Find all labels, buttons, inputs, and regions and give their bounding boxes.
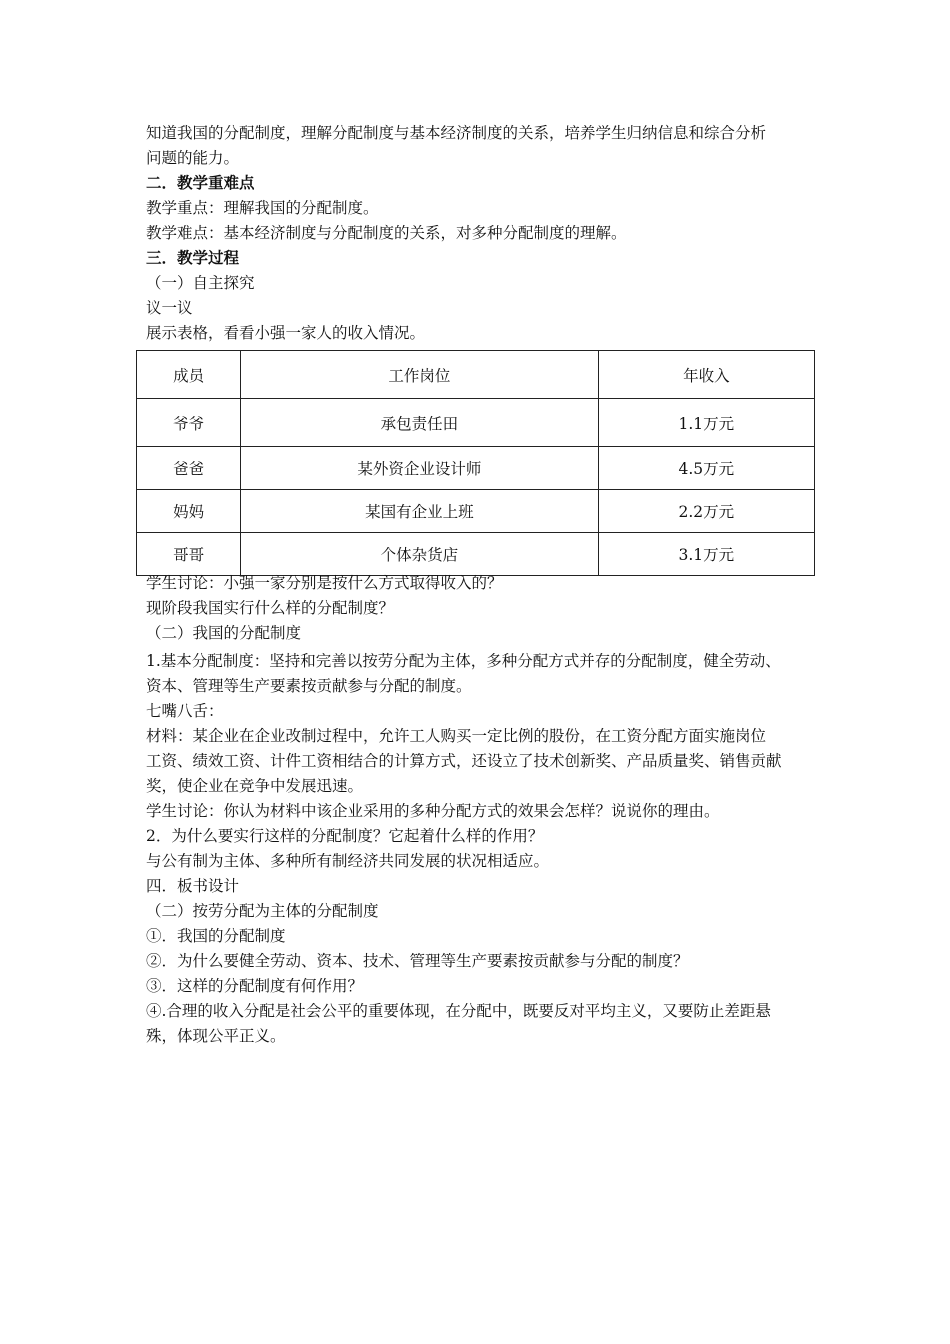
- basic-system-line-1: 1.基本分配制度：坚持和完善以按劳分配为主体，多种分配方式并存的分配制度，健全劳动、: [146, 652, 781, 670]
- table-row: [137, 533, 815, 576]
- talk-label: 七嘴八舌：: [146, 702, 224, 720]
- job-cell: 某国有企业上班: [241, 490, 599, 533]
- job-cell: 某外资企业设计师: [241, 447, 599, 490]
- table-row: [137, 490, 815, 533]
- material-line-1: 材料：某企业在企业改制过程中，允许工人购买一定比例的股份，在工资分配方面实施岗位: [146, 727, 767, 745]
- section-heading-process: 三．教学过程: [146, 249, 240, 267]
- member-cell: 爷爷: [137, 399, 241, 447]
- income-cell: 3.1万元: [598, 533, 814, 576]
- job-cell: 个体杂货店: [241, 533, 599, 576]
- discuss-label: 议一议: [146, 299, 193, 317]
- objective-line-2: 问题的能力。: [146, 149, 240, 167]
- board-item-2: ②．为什么要健全劳动、资本、技术、管理等生产要素按贡献参与分配的制度？: [146, 952, 689, 970]
- board-item-1: ①．我国的分配制度: [146, 927, 286, 945]
- difficult-point-text: 教学难点：基本经济制度与分配制度的关系，对多种分配制度的理解。: [146, 224, 627, 242]
- table-header-row: [137, 351, 815, 399]
- objective-line-1: 知道我国的分配制度，理解分配制度与基本经济制度的关系，培养学生归纳信息和综合分析: [146, 124, 767, 142]
- income-table: [136, 350, 815, 576]
- member-cell: 妈妈: [137, 490, 241, 533]
- key-point-text: 教学重点：理解我国的分配制度。: [146, 199, 379, 217]
- income-cell: 1.1万元: [598, 399, 814, 447]
- discussion-question-1: 学生讨论：小强一家分别是按什么方式取得收入的？: [146, 574, 503, 592]
- section-heading-key-points: 二．教学重难点: [146, 174, 255, 192]
- discussion-question-2: 现阶段我国实行什么样的分配制度？: [146, 599, 395, 617]
- table-intro: 展示表格，看看小强一家人的收入情况。: [146, 324, 426, 342]
- member-cell: 哥哥: [137, 533, 241, 576]
- header-member: 成员: [137, 351, 241, 399]
- table-row: [137, 399, 815, 447]
- subsection-distribution-system: （二）我国的分配制度: [146, 624, 302, 642]
- board-item-4-line-1: ④.合理的收入分配是社会公平的重要体现，在分配中，既要反对平均主义，又要防止差距悬: [146, 1002, 771, 1020]
- table-row: [137, 447, 815, 490]
- job-cell: 承包责任田: [241, 399, 599, 447]
- material-line-3: 奖，使企业在竞争中发展迅速。: [146, 777, 364, 795]
- section-heading-board: 四．板书设计: [146, 877, 240, 895]
- answer-text: 与公有制为主体、多种所有制经济共同发展的状况相适应。: [146, 852, 550, 870]
- board-item-4-line-2: 殊，体现公平正义。: [146, 1027, 286, 1045]
- header-job: 工作岗位: [241, 351, 599, 399]
- board-item-3: ③．这样的分配制度有何作用？: [146, 977, 364, 995]
- board-title: （二）按劳分配为主体的分配制度: [146, 902, 379, 920]
- member-cell: 爸爸: [137, 447, 241, 490]
- income-cell: 4.5万元: [598, 447, 814, 490]
- discussion-question-3: 学生讨论：你认为材料中该企业采用的多种分配方式的效果会怎样？说说你的理由。: [146, 802, 720, 820]
- why-question: 2．为什么要实行这样的分配制度？它起着什么样的作用？: [146, 827, 544, 845]
- basic-system-line-2: 资本、管理等生产要素按贡献参与分配的制度。: [146, 677, 472, 695]
- subsection-self-explore: （一）自主探究: [146, 274, 255, 292]
- header-income: 年收入: [598, 351, 814, 399]
- income-cell: 2.2万元: [598, 490, 814, 533]
- material-line-2: 工资、绩效工资、计件工资相结合的计算方式，还设立了技术创新奖、产品质量奖、销售贡献: [146, 752, 782, 770]
